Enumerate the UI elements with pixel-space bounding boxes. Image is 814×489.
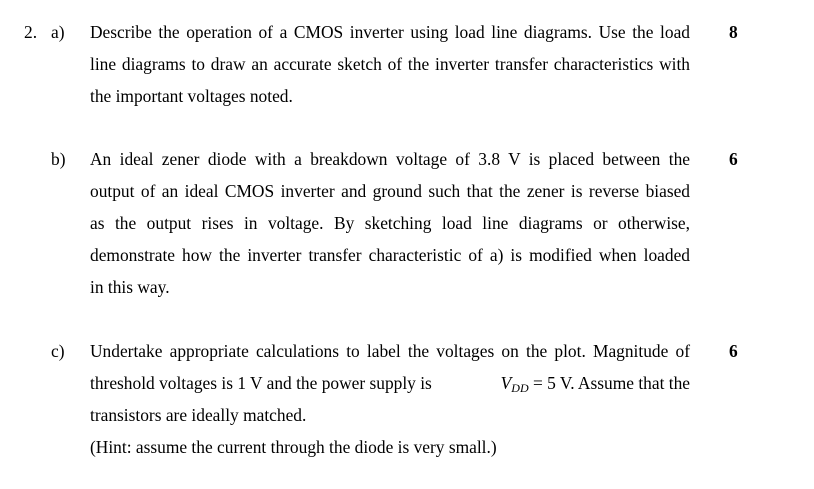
part-body-b [90, 146, 690, 306]
text-line: Describe the operation of a CMOS inverter using load line diagrams. Use the load [90, 22, 690, 42]
part-label-b: b) [51, 149, 66, 169]
vdd-subscript: DD [511, 381, 529, 395]
part-label-a: a) [51, 22, 65, 42]
text-line: the important voltages noted. [90, 86, 293, 106]
text-line: demonstrate how the inverter transfer characteristic of a) is modified when loaded [90, 245, 690, 265]
marks-a: 8 [729, 22, 738, 42]
text-segment: threshold voltages is 1 V and the power supply is [90, 373, 432, 393]
text-segment: = 5 V. Assume that the [533, 373, 690, 393]
marks-c: 6 [729, 341, 738, 361]
text-line: in this way. [90, 277, 170, 297]
part-body-a [90, 19, 690, 115]
part-body-c [90, 338, 690, 466]
part-label-c: c) [51, 341, 65, 361]
question-number: 2. [24, 22, 38, 42]
text-line: (Hint: assume the current through the diode is very small.) [90, 437, 497, 457]
vdd-expression [501, 370, 690, 402]
text-line: as the output rises in voltage. By sketching load line diagrams or otherwise, [90, 213, 690, 233]
text-line: Undertake appropriate calculations to label the voltages on the plot. Magnitude of [90, 341, 690, 361]
text-line: An ideal zener diode with a breakdown voltage of 3.8 V is placed between the [90, 149, 690, 169]
text-line: line diagrams to draw an accurate sketch of the inverter transfer characteristics with [90, 54, 690, 74]
text-line: transistors are ideally matched. [90, 405, 307, 425]
text-line: output of an ideal CMOS inverter and ground such that the zener is reverse biased [90, 181, 690, 201]
marks-b: 6 [729, 149, 738, 169]
vdd-symbol: V [500, 373, 512, 393]
text-line-vdd [90, 370, 690, 402]
